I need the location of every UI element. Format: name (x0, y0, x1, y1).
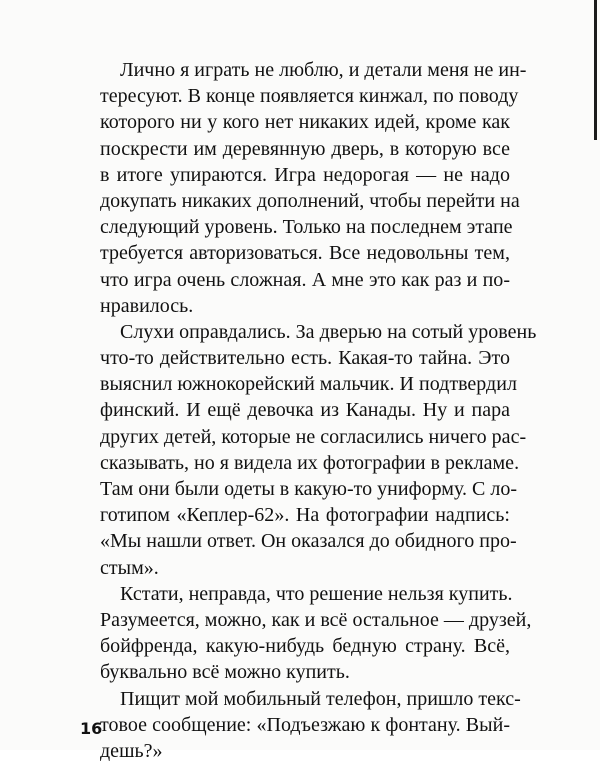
text-line: следующий уровень. Только на последнем этапе (100, 216, 513, 239)
text-line: поскрести им деревянную дверь, в которую все (100, 137, 510, 160)
text-line: тересуют. В конце появляется кинжал, по поводу (100, 85, 519, 108)
text-line: «Мы нашли ответ. Он оказался до обидного про- (100, 530, 517, 553)
text-line: дешь?» (100, 739, 163, 762)
text-line: Разумеется, можно, как и всё остальное — друзей, (100, 608, 532, 631)
text-line: бойфренда, какую-нибудь бедную страну. Всё, (100, 635, 510, 658)
text-line: Лично я играть не люблю, и детали меня не ин- (120, 59, 527, 81)
text-line: стым». (100, 556, 159, 579)
text-line: требуется авторизоваться. Все недовольны тем, (100, 242, 510, 265)
text-line: товое сообщение: «Подъезжаю к фонтану. Вый- (100, 713, 510, 736)
text-line: что-то действительно есть. Какая-то тайна. Это (100, 347, 510, 370)
page-number: 16 (80, 719, 103, 738)
text-line: Кстати, неправда, что решение нельзя купить. (120, 582, 513, 605)
text-line: Пищит мой мобильный телефон, пришло текс- (120, 687, 521, 710)
text-line: которого ни у кого нет никаких идей, кроме как (100, 111, 510, 134)
text-line: сказывать, но я видела их фотографии в рекламе. (100, 451, 520, 474)
text-line: Там они были одеты в какую-то униформу. С ло- (100, 478, 518, 500)
text-line: выяснил южнокорейский мальчик. И подтвердил (100, 373, 517, 396)
text-line: финский. И ещё девочка из Канады. Ну и пара (100, 399, 510, 422)
text-line: готипом «Кеплер-62». На фотографии надпись: (100, 504, 510, 527)
text-line: что игра очень сложная. А мне это как раз и по- (100, 268, 510, 291)
text-line: других детей, которые не согласились ничего рас- (100, 425, 527, 448)
body-text (100, 57, 537, 764)
text-line: буквально всё можно купить. (100, 661, 350, 684)
text-line: Слухи оправдались. За дверью на сотый уровень (120, 320, 537, 343)
text-line: нравилось. (100, 294, 194, 317)
text-line: докупать никаких дополнений, чтобы перейти на (100, 189, 520, 212)
text-line: в итоге упираются. Игра недорогая — не надо (100, 163, 510, 186)
page-edge-rule (594, 0, 597, 140)
